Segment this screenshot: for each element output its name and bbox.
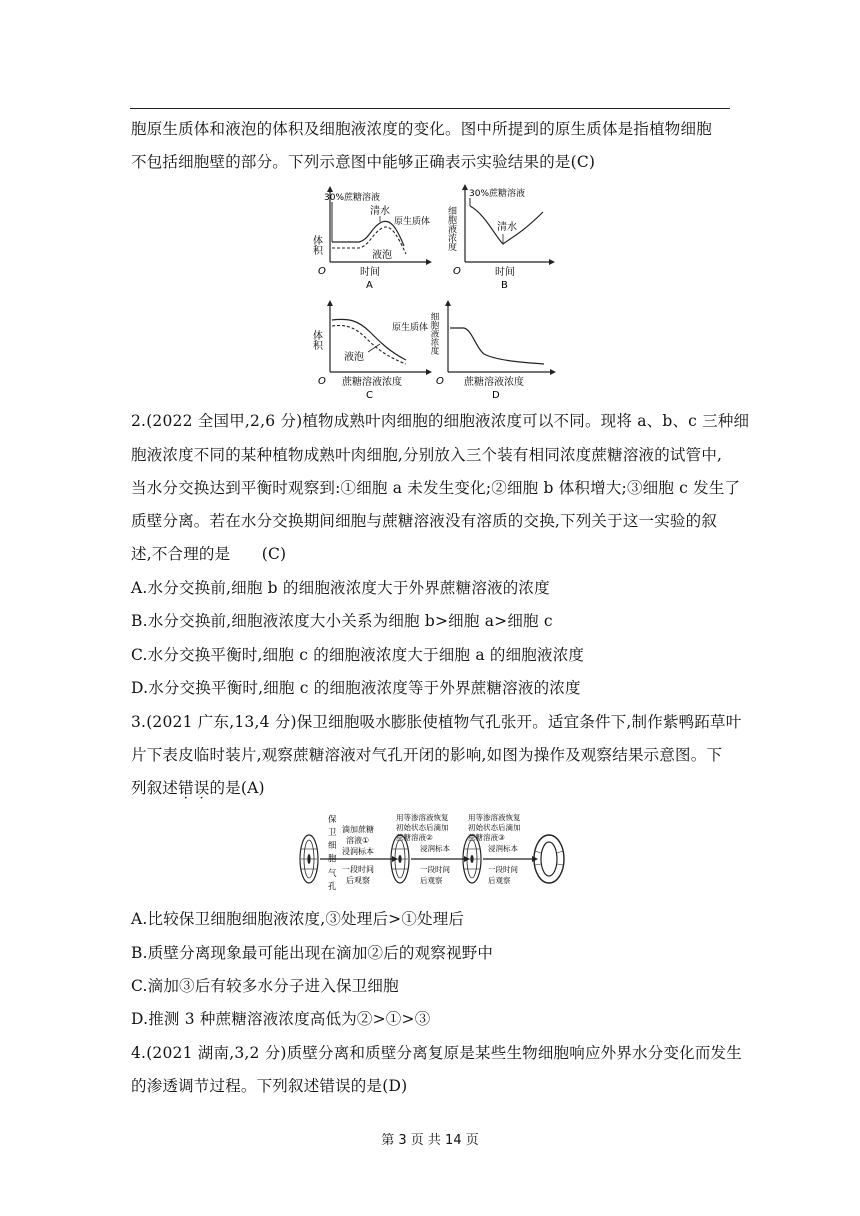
emphasis-mark: 错 bbox=[178, 779, 194, 797]
graph-a bbox=[310, 180, 434, 294]
graph-b-xlabel: 时间 bbox=[495, 267, 515, 278]
svg-text:用等渗溶液恢复: 用等渗溶液恢复 bbox=[396, 813, 449, 822]
q2-text-line-3: 当水分交换达到平衡时观察到:①细胞 a 未发生变化;②细胞 b 体积增大;③细胞 c 发生了 bbox=[131, 479, 741, 497]
graph-d-curve bbox=[450, 328, 544, 364]
svg-text:浸润标本: 浸润标本 bbox=[342, 847, 374, 856]
q4-text-line-2: 的渗透调节过程。下列叙述错误的是(D) bbox=[131, 1077, 408, 1095]
svg-text:细: 细 bbox=[328, 841, 337, 851]
q4-text-line-1: 4.(2021 湖南,3,2 分)质壁分离和质壁分离复原是某些生物细胞响应外界水分变化而发生 bbox=[131, 1044, 742, 1062]
svg-text:后观察: 后观察 bbox=[488, 876, 511, 885]
svg-text:气: 气 bbox=[328, 869, 337, 879]
graph-d-ylabel: 细胞液浓度 bbox=[429, 312, 439, 355]
svg-text:O: O bbox=[453, 266, 461, 277]
q2-text-line-1: 2.(2022 全国甲,2,6 分)植物成熟叶肉细胞的细胞液浓度可以不同。现将 a、b、c 三种细 bbox=[131, 412, 750, 430]
svg-text:浸润标本: 浸润标本 bbox=[488, 844, 518, 853]
q1-text-line-1: 胞原生质体和液泡的体积及细胞液浓度的变化。图中所提到的原生质体是指植物细胞 bbox=[131, 120, 712, 138]
graph-c-vacuole-label: 液泡 bbox=[344, 352, 364, 363]
graph-a-xlabel: 时间 bbox=[360, 267, 380, 278]
graph-b-water-label: 清水 bbox=[497, 222, 517, 233]
svg-text:后观察: 后观察 bbox=[346, 876, 370, 885]
graph-d-caption: D bbox=[492, 390, 500, 401]
stoma-cell-3 bbox=[463, 835, 481, 883]
q2-option-d: D.水分交换平衡时,细胞 c 的细胞液浓度等于外界蔗糖溶液的浓度 bbox=[131, 679, 581, 697]
emphasis-mark: 误 bbox=[193, 779, 210, 797]
svg-text:溶液①: 溶液① bbox=[346, 836, 370, 845]
graph-a-vacuole-curve bbox=[332, 227, 406, 254]
stoma-cell-1 bbox=[300, 835, 318, 883]
graph-d-xlabel: 蔗糖溶液浓度 bbox=[464, 377, 524, 388]
svg-text:O: O bbox=[436, 376, 444, 387]
svg-text:胞: 胞 bbox=[328, 854, 337, 864]
svg-text:保: 保 bbox=[328, 815, 337, 825]
q2-text-line-2: 胞液浓度不同的某种植物成熟叶肉细胞,分别放入三个装有相同浓度蔗糖溶液的试管中, bbox=[131, 446, 723, 464]
graph-b-ylabel: 细胞液浓度 bbox=[446, 206, 456, 251]
stoma-step-1-label bbox=[342, 824, 374, 885]
q2-option-b: B.水分交换前,细胞液浓度大小关系为细胞 b>细胞 a>细胞 c bbox=[131, 612, 553, 630]
svg-text:后观察: 后观察 bbox=[420, 876, 443, 885]
graph-a-vacuole-label: 液泡 bbox=[372, 250, 392, 261]
graph-c-caption: C bbox=[366, 390, 373, 401]
svg-text:用等渗溶液恢复: 用等渗溶液恢复 bbox=[468, 813, 521, 822]
svg-text:一段时间: 一段时间 bbox=[420, 865, 450, 874]
stoma-figure bbox=[296, 812, 566, 900]
graph-c-ylabel: 体积 bbox=[310, 330, 322, 350]
q2-text-line-5: 述,不合理的是 (C) bbox=[131, 545, 287, 563]
graph-b-caption: B bbox=[501, 280, 508, 291]
svg-text:蔗糖溶液③: 蔗糖溶液③ bbox=[468, 833, 505, 842]
svg-text:一段时间: 一段时间 bbox=[342, 865, 374, 874]
graph-a-ylabel: 体积 bbox=[310, 235, 322, 255]
svg-text:初始状态后滴加: 初始状态后滴加 bbox=[468, 823, 521, 832]
svg-text:孔: 孔 bbox=[328, 882, 337, 892]
stoma-cell-2 bbox=[391, 835, 409, 883]
graph-a-water-label: 清水 bbox=[370, 206, 390, 217]
svg-text:O: O bbox=[318, 376, 326, 387]
header-rule bbox=[130, 108, 730, 109]
graph-d bbox=[429, 300, 562, 404]
q2-option-c: C.水分交换平衡时,细胞 c 的细胞液浓度大于细胞 a 的细胞液浓度 bbox=[131, 646, 585, 664]
q3-text-line-1: 3.(2021 广东,13,4 分)保卫细胞吸水膨胀使植物气孔张开。适宜条件下,制作紫鸭跖草叶 bbox=[131, 713, 742, 731]
svg-text:蔗糖溶液②: 蔗糖溶液② bbox=[396, 833, 433, 842]
svg-text:一段时间: 一段时间 bbox=[488, 865, 518, 874]
q3-option-c: C.滴加③后有较多水分子进入保卫细胞 bbox=[131, 977, 399, 995]
svg-text:卫: 卫 bbox=[328, 828, 337, 838]
graph-b bbox=[446, 180, 559, 294]
q3-option-b: B.质壁分离现象最可能出现在滴加②后的观察视野中 bbox=[131, 944, 494, 962]
q2-option-a: A.水分交换前,细胞 b 的细胞液浓度大于外界蔗糖溶液的浓度 bbox=[131, 579, 550, 597]
svg-text:O: O bbox=[318, 266, 326, 277]
svg-text:浸润标本: 浸润标本 bbox=[420, 844, 450, 853]
stoma-left-label bbox=[328, 815, 337, 892]
stoma-cell-open bbox=[534, 835, 564, 883]
graph-a-protoplast-label: 原生质体 bbox=[394, 217, 431, 227]
q1-text-line-2: 不包括细胞壁的部分。下列示意图中能够正确表示实验结果的是(C) bbox=[131, 153, 596, 171]
q3-option-a: A.比较保卫细胞细胞液浓度,③处理后>①处理后 bbox=[131, 910, 465, 928]
graph-c bbox=[310, 300, 434, 404]
graph-a-caption: A bbox=[366, 280, 373, 291]
page-footer: 第 3 页 共 14 页 bbox=[381, 1133, 479, 1148]
q3-text-line-2: 片下表皮临时装片,观察蔗糖溶液对气孔开闭的影响,如图为操作及观察结果示意图。下 bbox=[131, 746, 723, 764]
q2-text-line-4: 质壁分离。若在水分交换期间细胞与蔗糖溶液没有溶质的交换,下列关于这一实验的叙 bbox=[131, 512, 718, 530]
q3-option-d: D.推测 3 种蔗糖溶液浓度高低为②>①>③ bbox=[131, 1010, 431, 1028]
graph-a-top-label: 30%蔗糖溶液 bbox=[324, 193, 381, 203]
svg-text:初始状态后滴加: 初始状态后滴加 bbox=[396, 823, 449, 832]
q3-text-line-3: 列叙述错误的是(A) bbox=[131, 779, 265, 797]
svg-text:滴加蔗糖: 滴加蔗糖 bbox=[342, 825, 374, 834]
graph-c-protoplast-label: 原生质体 bbox=[392, 323, 429, 333]
graph-b-top-label: 30%蔗糖溶液 bbox=[469, 189, 526, 199]
graph-c-xlabel: 蔗糖溶液浓度 bbox=[342, 377, 402, 388]
